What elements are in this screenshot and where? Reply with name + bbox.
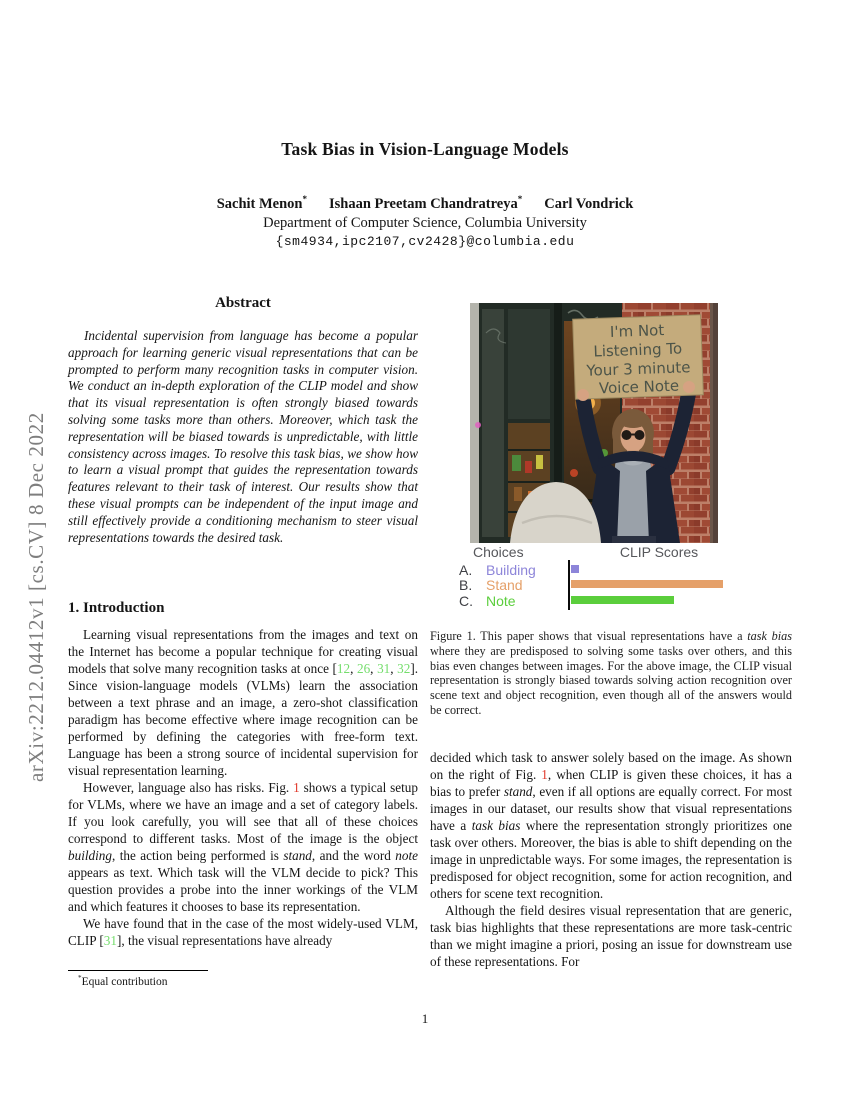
citation-link[interactable]: 26 [356,661,371,676]
citation-link[interactable]: 32 [397,661,411,676]
choice-label-note: Note [486,593,516,609]
choice-label-stand: Stand [486,577,523,593]
citation-link[interactable]: 12 [336,661,351,676]
choices-header: Choices [473,544,524,560]
clip-score-bar-note [571,596,674,604]
figure1-photo [470,303,718,543]
paper-title: Task Bias in Vision-Language Models [281,139,569,159]
introduction-body [68,626,418,949]
footnote-rule [68,970,208,971]
intro-paragraph-1: Learning visual representations from the images and text on the Internet has become a popular technique for creating visual models that solve many recognition tasks at once [12, 26, 31, 32]. Since vision-language models (VLMs) learn the association between a text phrase and an image, a zero-shot classification paradigm has become effective where image recognition can be performed by defining the categories with free-form text. Language has been a strong source of incidental supervision for visual representation learning. [68,627,419,778]
sign-text-line: I'm Not [609,321,665,341]
right-paragraph-1: decided which task to answer solely based on the image. As shown on the right of Fig. 1, when CLIP is given these choices, it has a bias to prefer stand, even if all options are equally correct. For most images in our dataset, our results show that visual representations have a task bias where the representation strongly prioritizes one task over others. Moreover, the bias is able to shift depending on the image in unpredictable ways. For some images, the representation is predisposed for object recognition, some for action recognition, and others for scene text recognition. [430,750,792,901]
figure-reference-link[interactable]: 1 [293,780,300,795]
right-paragraph-2: Although the field desires visual representation that are generic, task bias highlights that these representations are more task-centric than we might imagine a priori, posing an issue for downstream use of these representations. For [430,903,792,969]
sign-text-line: Listening To [593,339,683,361]
choice-label-building: Building [486,562,536,578]
email-line: {sm4934,ipc2107,cv2428}@columbia.edu [275,234,575,249]
sign-text-line: Your 3 minute [586,358,691,380]
arxiv-watermark: arXiv:2212.04412v1 [cs.CV] 8 Dec 2022 [24,412,48,782]
citation-link[interactable]: 31 [377,661,391,676]
affiliation-line: Department of Computer Science, Columbia University [263,215,587,231]
authors-line: Sachit Menon* Ishaan Preetam Chandratreya* Carl Vondrick [216,194,634,212]
page-number: 1 [421,1011,429,1026]
abstract-text: Incidental supervision from language has become a popular approach for learning generic visual representations that can be prompted to perform many recognition tasks in computer vision. We conduct an in-depth exploration of the CLIP model and show that its visual representation is often strongly biased towards solving some tasks more than others. Moreover, which task the representation will be biased towards is unpredictable, with little consistency across images. To resolve this task bias, we show how to learn a visual prompt that guides the representation towards features relevant to their task of interest. Our results show that these visual prompts can be independent of the input image and still effectively provide a conditioning mechanism to steer visual representations towards the desired task. [68,328,418,545]
sign-text-line: Voice Note [598,376,680,398]
citation-link[interactable]: 31 [103,933,117,948]
section-heading-introduction: 1. Introduction [68,600,165,616]
clip-scores-header: CLIP Scores [619,544,699,560]
choice-letter: A. [459,562,473,578]
choice-letter: B. [459,577,473,593]
figure1-caption: Figure 1. This paper shows that visual representations have a task bias where they are predisposed to solving some tasks over others, and this bias even changes between images. For the above image, the CLIP visual representation is strongly biased towards solving action recognition over scene text and object recognition, even though all of the answers would be correct. [430,629,792,717]
right-column-body [430,749,792,970]
footnote-equal-contribution: *Equal contribution [78,974,168,988]
figure-reference-link[interactable]: 1 [541,767,548,782]
choice-letter: C. [459,593,473,609]
clip-score-bar-building [571,565,579,573]
intro-paragraph-2: However, language also has risks. Fig. 1 shows a typical setup for VLMs, where we have an image and a set of category labels. If you look carefully, you will see that all of these choices correspond to different tasks. Most of the image is the object building, the action being performed is stand, and the word note appears as text. Which task will the VLM decide to pick? This question provides a probe into the inner workings of the VLM and which features it chooses to base its representation. [68,780,418,914]
clip-score-bar-stand [571,580,723,588]
abstract-heading: Abstract [215,295,271,311]
chart-axis [568,560,570,610]
intro-paragraph-3: We have found that in the case of the most widely-used VLM, CLIP [31], the visual representations have already [68,916,418,948]
